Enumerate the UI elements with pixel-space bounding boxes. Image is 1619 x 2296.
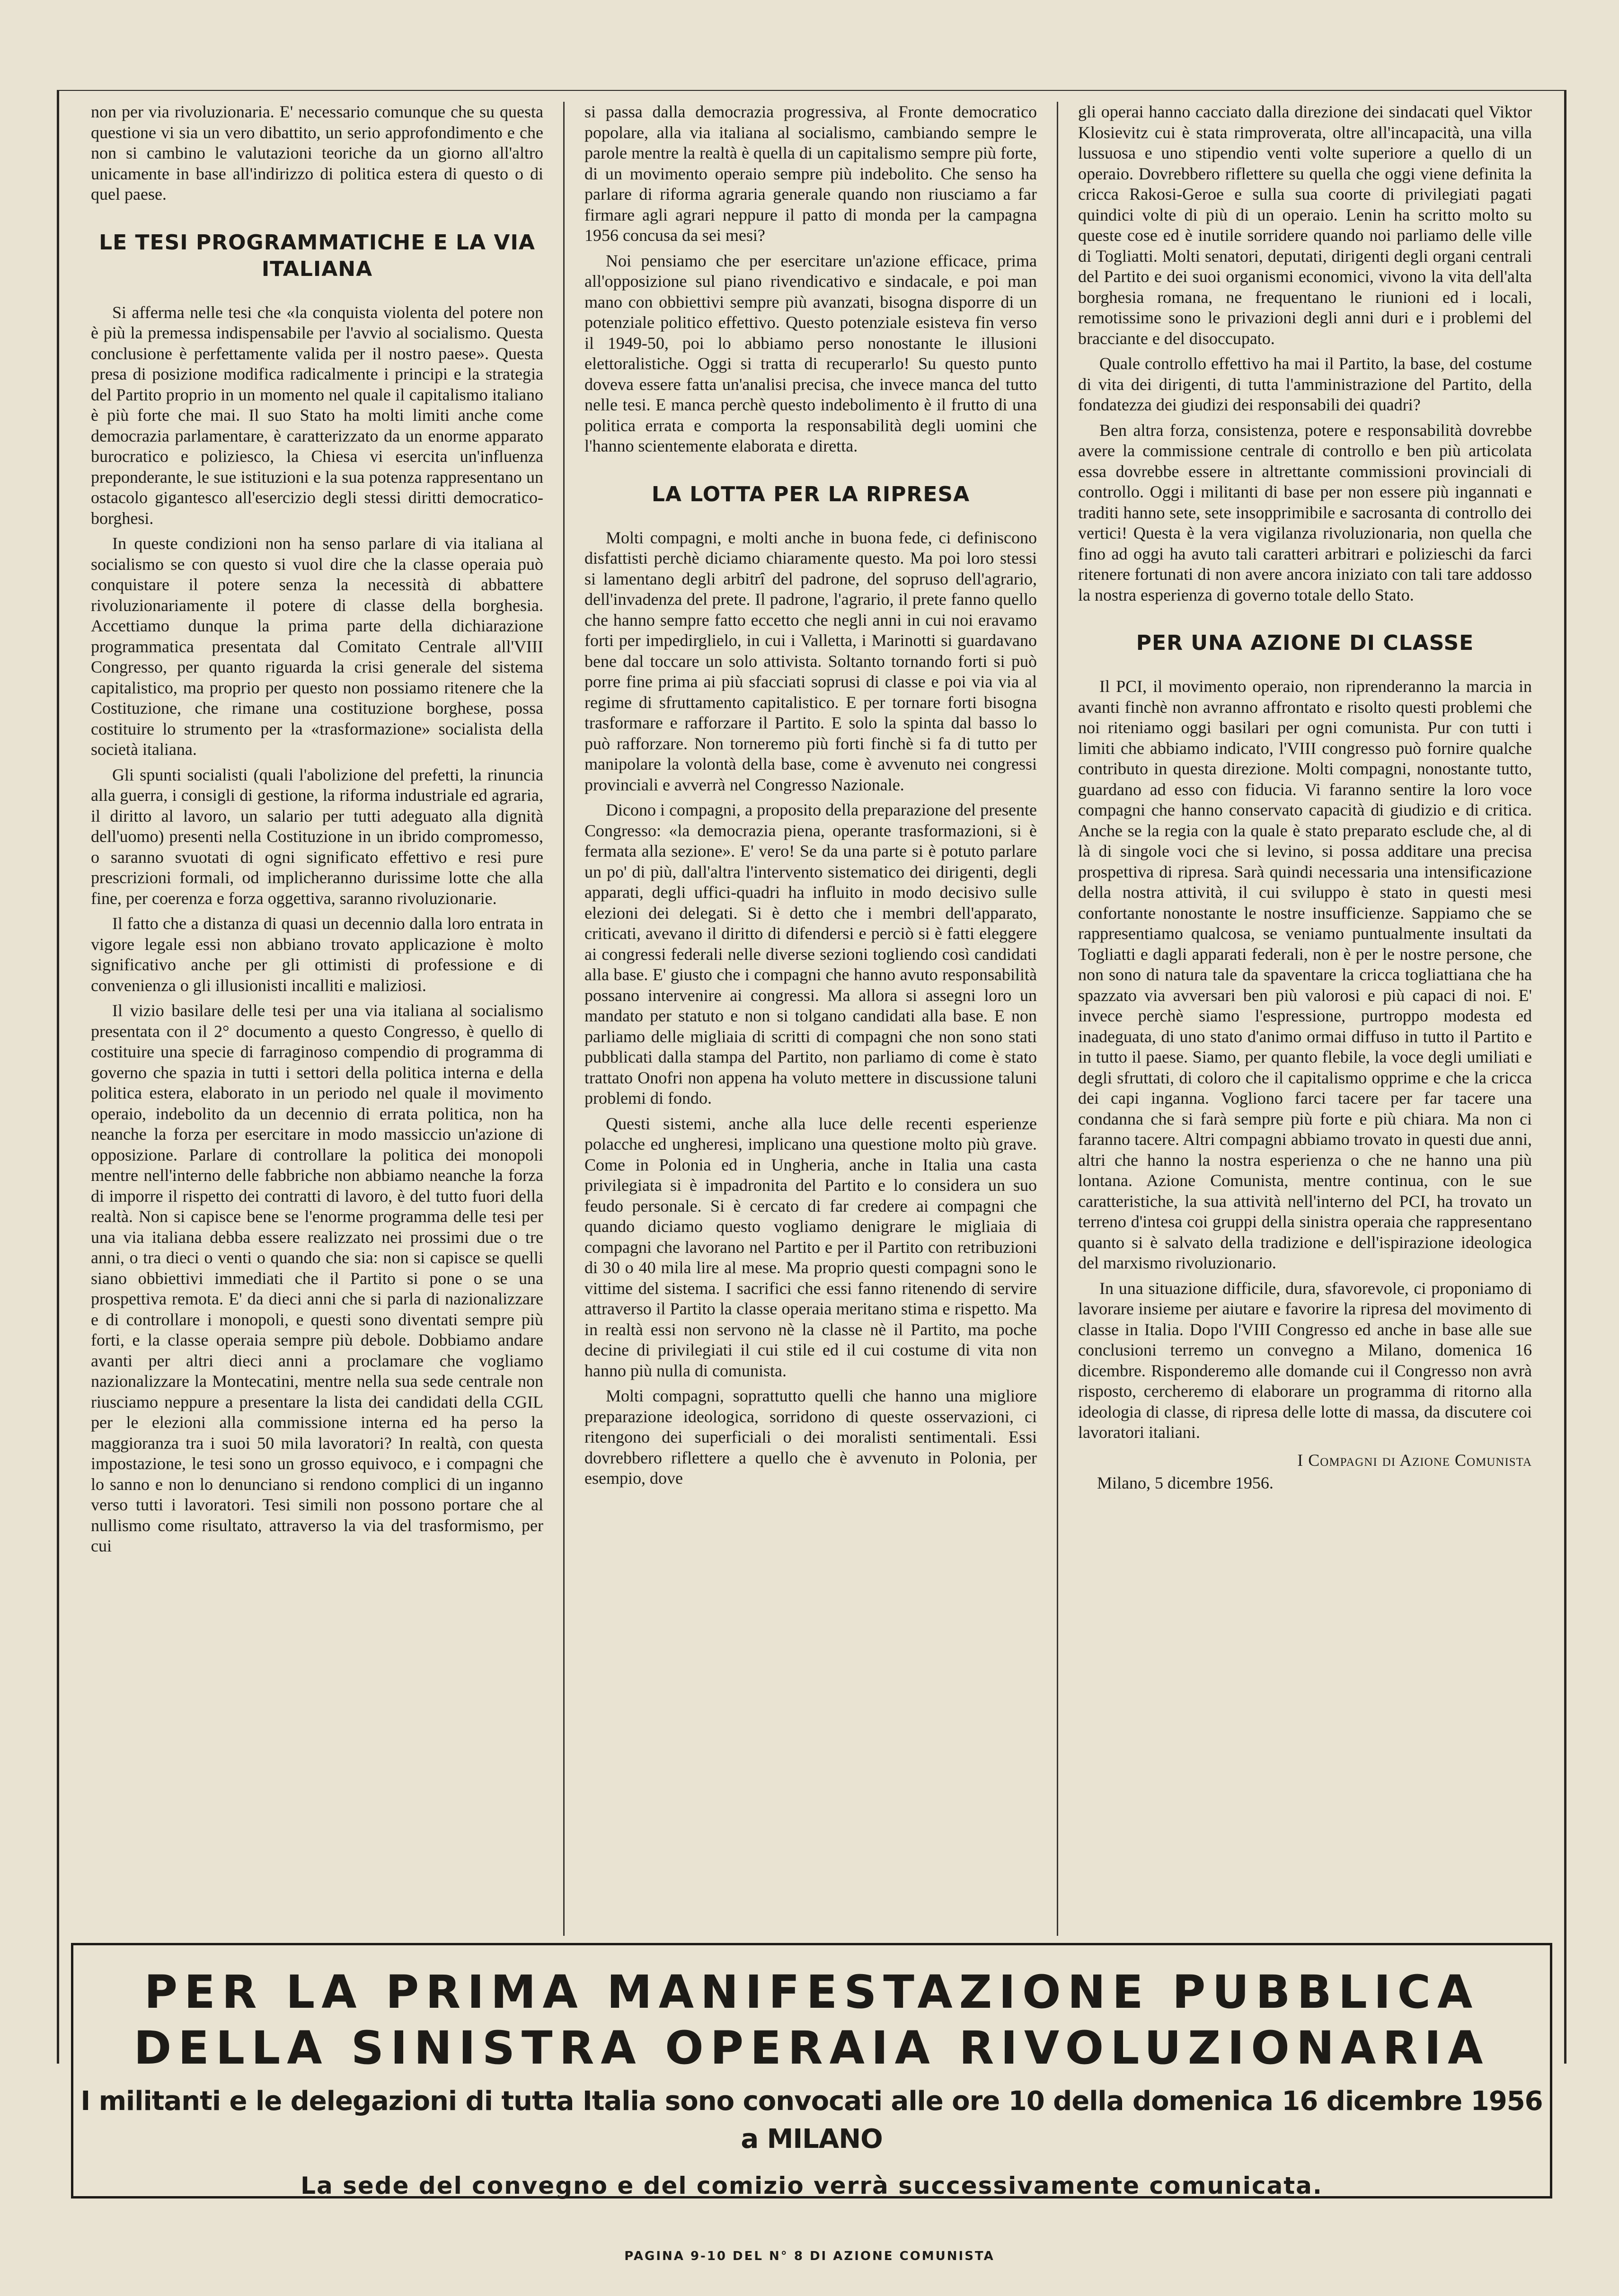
banner-headline-line1: PER LA PRIMA MANIFESTAZIONE PUBBLICA — [144, 1966, 1479, 2019]
article-columns — [71, 102, 1552, 1936]
page-footer: PAGINA 9-10 DEL N° 8 DI AZIONE COMUNISTA — [624, 2249, 995, 2263]
article-paragraph: In queste condizioni non ha senso parlare di via italiana al socialismo se con questo si vuol dire che la classe operaia può conquistare il potere senza la necessità di abbattere rivoluzionariamente il potere di classe della borghesia. Accettiamo dunque la prima parte della dichiarazione programmatica presentata dal Comitato Centrale all'VIII Congresso, per quanto riguarda la crisi generale del sistema capitalistico, ma proprio per questo non possiamo ritenere che la Costituzione, che rimane una costituzione borghese, possa costituire lo strumento per la «trasformazione» socialista della società italiana. — [91, 534, 543, 759]
signature: I Compagni di Azione Comunista — [1297, 1450, 1532, 1470]
article-paragraph: Questi sistemi, anche alla luce delle recenti esperienze polacche ed ungheresi, implicano una questione molto più grave. Come in Polonia ed in Ungheria, anche in Italia una casta privilegiata si è impadronita del Partito e lo considera un suo feudo personale. Si è cercato di far credere ai compagni che quando diciamo questo vogliamo denigrare le migliaia di compagni che lavorano nel Partito e per il Partito con retribuzioni di 30 o 40 mila lire al mese. Ma proprio questi compagni sono le vittime del sistema. I sacrifici che essi fanno ritenendo di servire attraverso il Partito la classe operaia meritano stima e rispetto. Ma in realtà essi non servono nè la classe nè il Partito, ma poche decine di privilegiati il cui stile ed il cui costume di vita non hanno più nulla di comunista. — [584, 1114, 1037, 1380]
column-2 — [565, 102, 1058, 1936]
column-1 — [71, 102, 565, 1936]
article-paragraph: gli operai hanno cacciato dalla direzione dei sindacati quel Viktor Klosievitz cui è stata rimproverata, oltre all'incapacità, una villa lussuosa e uno stipendio venti volte superiore a quello di un operaio. Dovrebbero riflettere su quella che oggi viene definita la cricca Rakosi-Geroe e sulla sua coorte di privilegiati pagati quindici volte di più di un operaio. Lenin ha scritto molto su queste cose ed è inutile sorridere quando noi parliamo delle ville di Togliatti. Molti senatori, deputati, dirigenti degli organi centrali del Partito e dei suoi organismi economici, vivono la vita dell'alta borghesia romana, ne frequentano le riunioni ed i locali, remotissime sono le privazioni degli anni duri e i problemi del bracciante e del disoccupato. — [1078, 102, 1532, 348]
section-heading: LA LOTTA PER LA RIPRESA — [651, 482, 970, 506]
article-paragraph: Quale controllo effettivo ha mai il Partito, la base, del costume di vita dei dirigenti, di tutta l'amministrazione del Partito, della fondatezza dei giudizi dei responsabili dei quadri? — [1078, 354, 1532, 414]
banner-headline-line2: DELLA SINISTRA OPERAIA RIVOLUZIONARIA — [133, 2021, 1490, 2074]
article-paragraph: Dicono i compagni, a proposito della preparazione del presente Congresso: «la democrazia piena, operante trasformazioni, si è fermata alla sezione». E' vero! Se da una parte si è potuto parlare un po' di più, dall'altra l'intervento sistematico dei dirigenti, degli apparati, degli uffici-quadri ha influito in modo decisivo sulle elezioni dei delegati. Si è detto che i membri dell'apparato, criticati, avevano il diritto di difendersi e perciò si è fatti eleggere ai congressi federali nelle diverse sezioni togliendo così candidati alla base. E' giusto che i compagni che hanno avuto responsabilità possano intervenire ai congressi. Ma allora si assegni loro un mandato per statuto e non si tolgano candidati alla base. E non parliamo delle migliaia di scritti di compagni che non sono stati pubblicati dalla stampa del Partito, non parliamo di come è stato trattato Onofri non appena ha voluto mettere in discussione taluni problemi di fondo. — [584, 800, 1037, 1108]
column-3 — [1058, 102, 1552, 1936]
article-paragraph: si passa dalla democrazia progressiva, al Fronte democratico popolare, alla via italiana al socialismo, cambiando sempre le parole mentre la realtà è quella di un capitalismo sempre più forte, di un movimento operaio sempre più indebolito. Che senso ha parlare di riforma agraria generale quando non riusciamo a far firmare agli agrari neppure il patto di monda per la campagna 1956 concusa da sei mesi? — [584, 102, 1037, 245]
article-paragraph: Ben altra forza, consistenza, potere e responsabilità dovrebbe avere la commissione centrale di controllo e ben più articolata essa dovrebbe essere in altrettante commissioni provinciali di controllo. Oggi i militanti di base per non essere più ingannati e traditi hanno sete, sete insopprimibile e sacrosanta di controllo dei vertici! Questa è la vera vigilanza rivoluzionaria, non quella che fino ad oggi ha avuto tali caratteri arbitrari e polizieschi da farci ritenere fortunati di non avere ancora iniziato con tali tare addosso la nostra esperienza di governo totale dello Stato. — [1078, 420, 1532, 604]
article-paragraph: Gli spunti socialisti (quali l'abolizione del prefetti, la rinuncia alla guerra, i consigli di gestione, la riforma industriale ed agraria, il diritto al lavoro, un salario per tutti adeguato alla dignità dell'uomo) presenti nella Costituzione in un ibrido compromesso, o saranno svuotati di ogni significato effettivo e resi pure prescrizioni formali, od implicheranno durissime lotte che alla fine, per coerenza e forza oggettiva, saranno rivoluzionarie. — [91, 765, 543, 908]
article-paragraph: Noi pensiamo che per esercitare un'azione efficace, prima all'opposizione sul piano rivendicativo e sindacale, e poi man mano con obbiettivi sempre più avanzati, bisogna disporre di un potenziale politico effettivo. Questo potenziale esisteva fin verso il 1949-50, poi lo abbiamo perso nonostante le illusioni elettoralistiche. Oggi si tratta di recuperarlo! Su questo punto doveva essere fatta un'analisi precisa, che invece manca del tutto nelle tesi. E manca perchè questo indebolimento è il frutto di una politica errata e comporta la responsabilità degli uomini che l'hanno scientemente elaborata e diretta. — [584, 251, 1037, 455]
article-paragraph: Il fatto che a distanza di quasi un decennio dalla loro entrata in vigore legale essi non abbiano trovato applicazione è molto significativo anche per gli ottimisti di professione e di convenienza o gli illusionisti incalliti e maliziosi. — [91, 914, 543, 995]
article-paragraph: Si afferma nelle tesi che «la conquista violenta del potere non è più la premessa indispensabile per l'avvio al socialismo. Questa conclusione è perfettamente valida per il nostro paese». Questa presa di posizione modifica radicalmente i principi e la strategia del Partito proprio in un momento nel quale il capitalismo italiano è più forte che mai. Il suo Stato ha molti limiti anche come democrazia parlamentare, è caratterizzato da un enorme apparato burocratico e poliziesco, la Chiesa vi esercita un'influenza preponderante, le sue istituzioni e la sua potenza rappresentano un ostacolo gigantesco all'esercizio degli stessi diritti democratico-borghesi. — [91, 302, 543, 528]
article-paragraph: Il vizio basilare delle tesi per una via italiana al socialismo presentata con il 2° documento a questo Congresso, è quello di costituire una specie di farraginoso compendio di programma di governo che spazia in tutti i settori della politica interna e della politica estera, elaborato in un periodo nel quale il movimento operaio, indebolito da un decennio di errata politica, non ha neanche la forza per esercitare in modo massiccio un'azione di opposizione. Parlare di controllare la politica dei monopoli mentre nell'interno delle fabbriche non abbiamo neanche la forza di imporre il rispetto dei contratti di lavoro, è del tutto fuori della realtà. Non si capisce bene se l'enorme programma delle tesi per una via italiana debba essere realizzato nei prossimi due o tre anni, o tra dieci o venti o quando che sia: non si capisce se quelli siano obbiettivi immediati che il Partito si pone o se una prospettiva remota. E' da dieci anni che si parla di nazionalizzare e di controllare i monopoli, e questi sono diventati sempre più forti, e la classe operaia sempre più debole. Dobbiamo andare avanti per altri dieci anni a proclamare che vogliamo nazionalizzare la Montecatini, mentre nella sua sede centrale non riusciamo neppure a presentare la lista dei candidati della CGIL per le elezioni alla commissione interna ed ha perso la maggioranza tra i suoi 50 mila lavoratori? In realtà, con questa impostazione, le tesi sono un grosso equivoco, e i compagni che lo sanno e non lo denunciano si rendono complici di un inganno verso tutti i lavoratori. Tesi simili non possono portare che al nullismo come risultato, attraverso la via del trasformismo, per cui — [91, 1001, 543, 1555]
banner-venue-note: La sede del convegno e del comizio verrà successivamente comunicata. — [301, 2172, 1323, 2199]
article-paragraph: Molti compagni, soprattutto quelli che hanno una migliore preparazione ideologica, sorridono di queste osservazioni, ci ritengono dei superficiali o dei moralisti sentimentali. Essi dovrebbero riflettere a quello che è avvenuto in Polonia, per esempio, dove — [584, 1386, 1037, 1488]
article-paragraph: Il PCI, il movimento operaio, non riprenderanno la marcia in avanti finchè non avranno affrontato e risolto questi problemi che noi riteniamo oggi basilari per ogni comunista. Pur con tutti i limiti che abbiamo indicato, l'VIII congresso può fornire qualche contributo in questa direzione. Molti compagni, nonostante tutto, guardano ad esso con fiducia. Vi faranno sentire la loro voce compagni che hanno conservato capacità di giudizio e di critica. Anche se la regia con la quale è stato preparato esclude che, al di là di singole voci che si levino, si possa additare una precisa prospettiva di ripresa. Sarà quindi necessaria una intensificazione della nostra attività, il cui sviluppo è stato in questi mesi confortante nonostante le nostre insufficienze. Sappiamo che se rappresentiamo qualcosa, se veniamo puntualmente insultati da Togliatti e dagli apparati federali, non è per le nostre persone, che non sono di natura tale da spaventare la cricca togliattiana che ha spazzato via avversari ben più valorosi e più capaci di noi. E' invece perchè siamo l'espressione, purtroppo modesta ed inadeguata, di uno stato d'animo ormai diffuso in tutto il Partito e in tutto il paese. Siamo, per quanto flebile, la voce degli umiliati e degli sfruttati, di coloro che il capitalismo opprime e che la cricca dei capi inganna. Vogliono farci tacere per far tacere una condanna che si farà sempre più forte e più chiara. Ma non ci faranno tacere. Altri compagni abbiamo trovato in questi due anni, altri che hanno la nostra esperienza o che ne hanno una più lontana. Azione Comunista, mentre continua, con le sue caratteristiche, la sua attività nell'interno del PCI, ha trovato un terreno d'intesa coi gruppi della sinistra operaia che rappresentano quanto si è salvato della tradizione e dell'ispirazione ideologica del marxismo rivoluzionario. — [1078, 677, 1532, 1272]
banner-convocation: I militanti e le delegazioni di tutta Italia sono convocati alle ore 10 della domenica 16 dicembre 1956 a MILANO — [80, 2086, 1543, 2154]
section-heading: LE TESI PROGRAMMATICHE E LA VIA ITALIANA — [99, 230, 535, 281]
article-paragraph: Molti compagni, e molti anche in buona fede, ci definiscono disfattisti perchè diciamo chiaramente questo. Ma poi loro stessi si lamentano degli arbitrî del padrone, del sopruso dell'agrario, dell'invadenza del prete. Il padrone, l'agrario, il prete fanno quello che hanno sempre fatto eccetto che negli anni in cui noi eravamo forti per impedirglielo, in cui i Valletta, i Marinotti si guardavano bene dal toccare un solo attivista. Soltanto tornando forti si può porre fine prima ai più sfacciati soprusi di classe e poi via via al regime di sfruttamento capitalistico. E per tornare forti bisogna trasformare e rafforzare il Partito. E solo la spinta dal basso lo può rafforzare. Non torneremo più forti finchè si fa di tutto per manipolare la volontà della base, come è avvenuto nei congressi provinciali e avverrà nel Congresso Nazionale. — [584, 528, 1037, 794]
dateline: Milano, 5 dicembre 1956. — [1097, 1473, 1274, 1492]
article-paragraph: In una situazione difficile, dura, sfavorevole, ci proponiamo di lavorare insieme per aiutare e favorire la ripresa del movimento di classe in Italia. Dopo l'VIII Congresso ed anche in base alle sue conclusioni terremo un convegno a Milano, domenica 16 dicembre. Risponderemo alle domande cui il Congresso non avrà risposto, cercheremo di elaborare un programma di ritorno alla ideologia di classe, di ripresa delle lotte di massa, da discutere coi lavoratori italiani. — [1078, 1278, 1532, 1442]
section-heading: PER UNA AZIONE DI CLASSE — [1136, 631, 1474, 655]
article-paragraph: non per via rivoluzionaria. E' necessario comunque che su questa questione vi sia un vero dibattito, un serio approfondimento e che non si cambino le valutazioni teoriche da un giorno all'altro unicamente in base all'indirizzo di politica estera di questo o di quel paese. — [91, 102, 543, 204]
announcement-banner — [71, 1943, 1552, 2198]
